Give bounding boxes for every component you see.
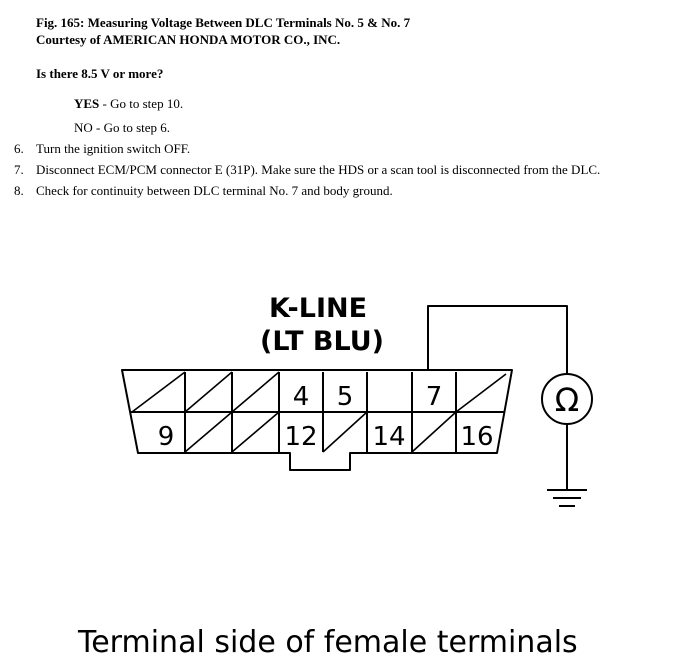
step-text: Disconnect ECM/PCM connector E (31P). Make sure the HDS or a scan tool is disconnected from the DLC. bbox=[36, 162, 601, 177]
k-line-wire bbox=[428, 306, 567, 374]
answer-no-key: NO bbox=[74, 120, 93, 135]
terminal-9: 9 bbox=[157, 422, 175, 452]
ohm-symbol-icon: Ω bbox=[554, 381, 580, 419]
answer-yes-text: - Go to step 10. bbox=[99, 96, 184, 111]
terminal-7: 7 bbox=[425, 382, 443, 412]
figure-courtesy-line: Courtesy of AMERICAN HONDA MOTOR CO., INC. bbox=[36, 32, 341, 47]
answer-no-text: - Go to step 6. bbox=[92, 120, 171, 135]
terminal-4: 4 bbox=[292, 382, 310, 412]
top-row-empty-marks bbox=[132, 372, 506, 412]
step-number: 6. bbox=[14, 141, 24, 156]
terminal-14: 14 bbox=[372, 422, 406, 452]
step-text: Check for continuity between DLC terminal No. 7 and body ground. bbox=[36, 183, 393, 198]
diagram-caption: Terminal side of female terminals bbox=[78, 625, 578, 660]
terminal-16: 16 bbox=[460, 422, 494, 452]
bottom-row-empty-marks bbox=[185, 412, 456, 452]
figure-title-line1: Fig. 165: Measuring Voltage Between DLC Terminals No. 5 & No. 7 bbox=[36, 15, 411, 30]
wire-label-line1: K-LINE bbox=[268, 293, 368, 324]
wire-label-line2: (LT BLU) bbox=[260, 326, 384, 357]
answer-yes-key: YES bbox=[74, 96, 100, 111]
terminal-12: 12 bbox=[284, 422, 318, 452]
step-text: Turn the ignition switch OFF. bbox=[36, 141, 191, 156]
connector-outline bbox=[122, 370, 512, 470]
terminal-5: 5 bbox=[336, 382, 354, 412]
step-number: 8. bbox=[14, 183, 24, 198]
ground-symbol-icon bbox=[547, 490, 587, 506]
question: Is there 8.5 V or more? bbox=[36, 66, 164, 81]
step-number: 7. bbox=[14, 162, 24, 177]
